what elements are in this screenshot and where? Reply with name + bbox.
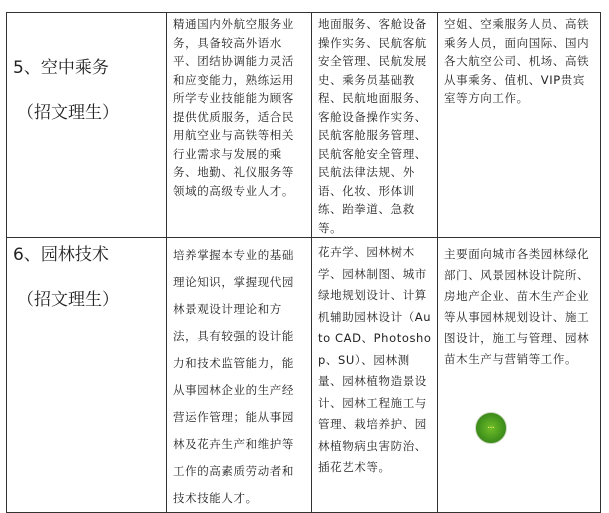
major-cell <box>7 13 167 238</box>
majors-table <box>6 12 601 513</box>
major-name: 6、园林技术 <box>13 245 109 265</box>
table-row <box>7 238 601 513</box>
employment-cell: 主要面向城市各类园林绿化部门、风景园林设计院所、房地产企业、苗木生产企业等从事园林规划设计、施工图设计，施工与管理、园林苗木生产与营销等工作。 <box>438 238 601 513</box>
major-category: （招文理生） <box>17 103 119 123</box>
school-seal-logo: ••• <box>475 412 507 444</box>
employment-cell: 空姐、空乘服务人员、高铁乘务人员，面向国际、国内各大航空公司、机场、高铁从事乘务、值机、VIP贵宾室等方向工作。 <box>438 13 601 238</box>
major-name: 5、空中乘务 <box>13 58 109 78</box>
training-goal-cell: 培养掌握本专业的基础理论知识，掌握现代园林景观设计理论和方法，具有较强的设计能力和技术监管能力，能从事园林企业的生产经营运作管理；能从事园林及花卉生产和维护等工作的高素质劳动者和技术技能人才。 <box>167 238 312 513</box>
courses-cell: 花卉学、园林树木学、园林制图、城市绿地规划设计、计算机辅助园林设计（Auto CAD、Photoshop、SU）、园林测量、园林植物造景设计、园林工程施工与管理、栽培养护、园林植物病虫害防治、插花艺术等。 <box>312 238 438 513</box>
major-cell <box>7 238 167 513</box>
courses-cell: 地面服务、客舱设备操作实务、民航客航安全管理、民航发展史、乘务员基础教程、民航地面服务、客舱设备操作实务、民航客舱服务管理、民航客舱安全管理、民航法律法规、外语、化妆、形体训练、跆拳道、急救等。 <box>312 13 438 238</box>
table-row <box>7 13 601 238</box>
major-category: （招文理生） <box>17 290 119 310</box>
training-goal-cell: 精通国内外航空服务业务，具备较高外语水平、团结协调能力灵活和应变能力，熟练运用所学专业技能能为顾客提供优质服务，适合民用航空业与高铁等相关行业需求与发展的乘务、地勤、礼仪服务等领域的高级专业人才。 <box>167 13 312 238</box>
